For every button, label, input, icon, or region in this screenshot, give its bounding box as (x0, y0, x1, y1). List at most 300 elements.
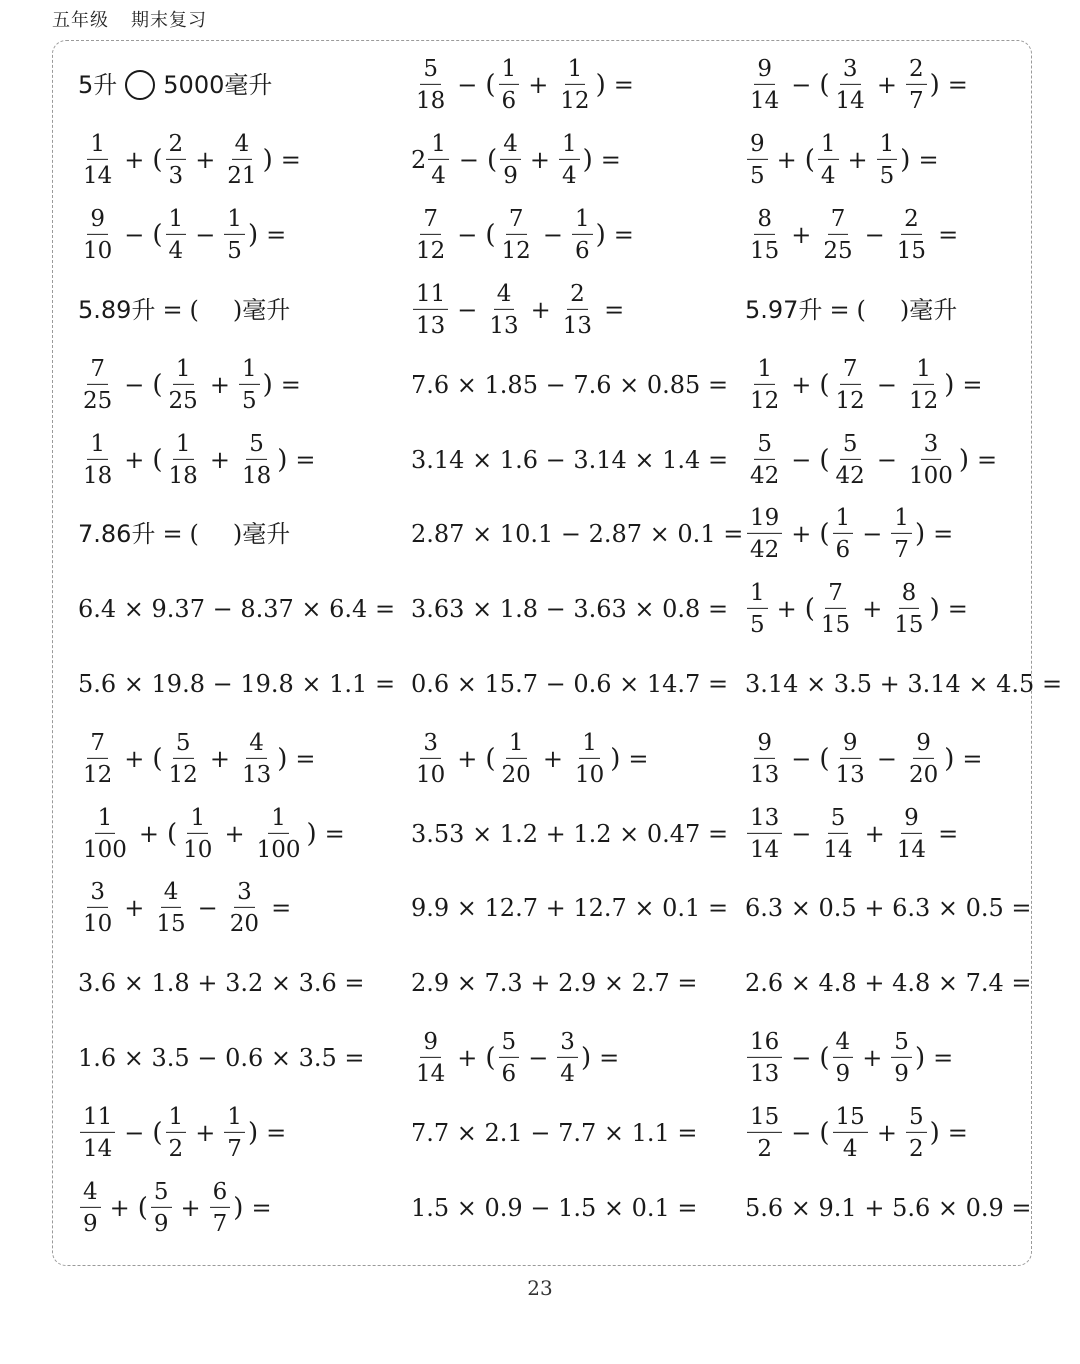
fraction (559, 132, 580, 188)
denominator: 42 (835, 463, 865, 489)
numerator: 2 (567, 282, 588, 310)
operator: + (180, 1194, 201, 1222)
quantity-right: 5000毫升 (163, 71, 273, 99)
denominator: 6 (501, 88, 517, 114)
fraction (428, 132, 449, 188)
operator: + (209, 446, 230, 474)
fraction (747, 731, 782, 787)
close-paren: ) (929, 1118, 940, 1148)
fraction (80, 731, 115, 787)
open-paren: ( (819, 445, 830, 475)
open-paren: ( (167, 819, 178, 849)
fraction (833, 1030, 854, 1086)
problem-item (745, 207, 965, 263)
numerator: 15 (833, 1105, 868, 1133)
denominator: 20 (501, 762, 531, 788)
operator: − (542, 221, 563, 249)
open-paren: ( (152, 145, 163, 175)
problem-item (411, 373, 728, 397)
fraction (499, 1030, 520, 1086)
denominator: 13 (416, 313, 446, 339)
close-paren: ) (262, 145, 273, 175)
mixed-number (411, 132, 451, 188)
problem-item (78, 1105, 293, 1161)
operator: + (776, 146, 797, 174)
problem-item (745, 132, 946, 188)
fraction (224, 207, 245, 263)
problem-item (745, 672, 1062, 696)
numerator: 1 (239, 357, 260, 385)
numerator: 5 (828, 806, 849, 834)
fraction (499, 57, 520, 113)
fraction (413, 282, 448, 338)
denominator: 6 (835, 537, 851, 563)
equals-sign: = (271, 894, 292, 922)
fraction (166, 207, 187, 263)
operator: + (847, 146, 868, 174)
equals-sign: = (295, 745, 316, 773)
denominator: 9 (835, 1061, 851, 1087)
open-paren: ( (819, 370, 830, 400)
expression-text: 3.14 × 1.6 − 3.14 × 1.4 = (411, 446, 729, 474)
numerator: 9 (420, 1030, 441, 1058)
numerator: 1 (173, 357, 194, 385)
unit-label: 毫升 (909, 296, 958, 324)
close-paren: ) (900, 145, 911, 175)
numerator: 9 (913, 731, 934, 759)
operator: − (864, 221, 885, 249)
close-paren: ) (595, 70, 606, 100)
equals-sign: = (938, 820, 959, 848)
fraction (166, 132, 187, 188)
numerator: 1 (818, 132, 839, 160)
numerator: 1 (913, 357, 934, 385)
problem-item (78, 1180, 279, 1236)
fraction (166, 1105, 187, 1161)
problem-item (745, 1105, 975, 1161)
denominator: 18 (168, 463, 198, 489)
problem-item (78, 522, 290, 546)
numerator: 1 (877, 132, 898, 160)
denominator: 25 (168, 388, 198, 414)
denominator: 15 (750, 238, 780, 264)
numerator: 15 (747, 1105, 782, 1133)
close-paren: ) (233, 1193, 244, 1223)
fraction (166, 432, 201, 488)
problem-item (411, 672, 728, 696)
denominator: 15 (820, 612, 851, 638)
problem-item (411, 57, 641, 113)
fraction (80, 132, 115, 188)
fraction (906, 731, 941, 787)
denominator: 7 (212, 1211, 228, 1237)
numerator: 4 (232, 132, 253, 160)
numerator: 1 (891, 506, 912, 534)
fraction (80, 806, 130, 862)
equals-sign: = (829, 296, 850, 324)
numerator: 1 (166, 1105, 187, 1133)
close-paren: ) (595, 220, 606, 250)
open-paren: ( (189, 520, 199, 548)
operator: − (876, 371, 897, 399)
operator: − (195, 221, 216, 249)
problem-item (78, 597, 395, 621)
problem-item (78, 70, 272, 100)
problem-item (745, 432, 1004, 488)
fraction (413, 1030, 448, 1086)
operator: − (124, 371, 145, 399)
expression-text: 2.87 × 10.1 − 2.87 × 0.1 = (411, 520, 744, 548)
numerator: 1 (224, 1105, 245, 1133)
operator: − (791, 446, 812, 474)
denominator: 7 (227, 1136, 242, 1162)
numerator: 7 (87, 357, 108, 385)
expression-text: 6.4 × 9.37 − 8.37 × 6.4 = (78, 595, 396, 623)
numerator: 19 (747, 506, 782, 534)
fraction (747, 132, 768, 188)
numerator: 1 (173, 432, 194, 460)
numerator: 9 (87, 207, 108, 235)
numerator: 5 (420, 57, 441, 85)
operator: − (457, 71, 478, 99)
open-paren: ( (137, 1193, 148, 1223)
close-paren: ) (247, 220, 259, 250)
expression-text: 5.6 × 9.1 + 5.6 × 0.9 = (745, 1194, 1032, 1222)
fraction (180, 806, 215, 862)
expression-text: 2.6 × 4.8 + 4.8 × 7.4 = (745, 969, 1032, 997)
operator: + (124, 146, 145, 174)
fraction (820, 806, 855, 862)
open-paren: ( (804, 145, 815, 175)
numerator: 5 (754, 432, 775, 460)
open-paren: ( (152, 220, 163, 250)
fraction (166, 357, 201, 413)
unit-label: 毫升 (242, 520, 291, 548)
numerator: 9 (754, 57, 775, 85)
equals-sign: = (280, 146, 301, 174)
fraction (906, 1105, 927, 1161)
fraction (499, 731, 534, 787)
numerator: 9 (747, 132, 768, 160)
numerator: 3 (87, 880, 108, 908)
numerator: 1 (428, 132, 449, 160)
numerator: 5 (840, 432, 861, 460)
equals-sign: = (324, 820, 345, 848)
operator: − (457, 296, 478, 324)
denominator: 14 (823, 837, 853, 863)
quantity-value: 5.89升 (78, 296, 156, 324)
operator: + (864, 820, 885, 848)
denominator: 2 (908, 1136, 924, 1162)
close-paren: ) (958, 445, 969, 475)
open-paren: ( (487, 145, 498, 175)
denominator: 4 (560, 1061, 575, 1087)
equals-sign: = (604, 296, 625, 324)
problem-item (78, 731, 322, 787)
denominator: 10 (574, 762, 605, 788)
equals-sign: = (933, 1044, 954, 1072)
problem-item (745, 731, 989, 787)
fraction (833, 357, 868, 413)
problem-item (745, 1196, 1032, 1220)
problem-item (745, 806, 965, 862)
fraction (891, 1030, 912, 1086)
numerator: 3 (557, 1030, 578, 1058)
denominator: 6 (574, 238, 590, 264)
denominator: 4 (842, 1136, 858, 1162)
open-paren: ( (485, 1043, 496, 1073)
numerator: 13 (747, 806, 782, 834)
expression-text: 7.7 × 2.1 − 7.7 × 1.1 = (411, 1119, 698, 1147)
operator: − (791, 1044, 812, 1072)
numerator: 3 (921, 432, 942, 460)
problem-item (78, 1046, 365, 1070)
denominator: 14 (750, 88, 780, 114)
denominator: 6 (501, 1061, 517, 1087)
numerator: 1 (559, 132, 580, 160)
denominator: 14 (750, 837, 780, 863)
numerator: 1 (187, 806, 208, 834)
operator: + (862, 595, 883, 623)
problem-item (411, 822, 728, 846)
numerator: 5 (151, 1180, 172, 1208)
operator: + (209, 371, 230, 399)
denominator: 100 (908, 463, 953, 489)
problem-item (78, 432, 322, 488)
denominator: 9 (153, 1211, 169, 1237)
equals-sign: = (599, 1044, 620, 1072)
fraction (486, 282, 521, 338)
fraction (151, 1180, 172, 1236)
denominator: 10 (416, 762, 446, 788)
operator: + (109, 1194, 130, 1222)
open-paren: ( (189, 296, 199, 324)
fraction (818, 132, 839, 188)
numerator: 4 (161, 880, 182, 908)
operator: + (862, 1044, 883, 1072)
open-paren: ( (485, 744, 496, 774)
operator: + (195, 146, 216, 174)
fraction (80, 357, 115, 413)
problem-item (78, 806, 352, 862)
problem-item (78, 357, 308, 413)
numerator: 4 (246, 731, 267, 759)
denominator: 18 (83, 463, 113, 489)
page-number: 23 (527, 1276, 553, 1300)
fraction (239, 731, 274, 787)
expression-text: 6.3 × 0.5 + 6.3 × 0.5 = (745, 894, 1032, 922)
numerator: 7 (420, 207, 441, 235)
fraction (557, 57, 592, 113)
operator: + (124, 745, 145, 773)
denominator: 14 (416, 1061, 446, 1087)
expression-text: 3.63 × 1.8 − 3.63 × 0.8 = (411, 595, 729, 623)
expression-text: 0.6 × 15.7 − 0.6 × 14.7 = (411, 670, 729, 698)
denominator: 18 (241, 463, 272, 489)
denominator: 14 (835, 88, 865, 114)
fraction (80, 1105, 115, 1161)
numerator: 9 (840, 731, 861, 759)
open-paren: ( (804, 594, 815, 624)
problem-item (411, 132, 628, 188)
fraction (413, 731, 448, 787)
problem-item (745, 896, 1032, 920)
numerator: 5 (906, 1105, 927, 1133)
fraction (894, 806, 929, 862)
expression-text: 3.14 × 3.5 + 3.14 × 4.5 = (745, 670, 1063, 698)
open-paren: ( (152, 744, 163, 774)
denominator: 100 (83, 837, 127, 863)
numerator: 1 (572, 207, 593, 235)
denominator: 14 (896, 837, 927, 863)
fraction (227, 880, 262, 936)
problem-item (411, 896, 728, 920)
problem-item (78, 207, 293, 263)
problem-item (411, 971, 698, 995)
fraction (833, 57, 868, 113)
equals-sign: = (266, 221, 287, 249)
operator: − (791, 820, 812, 848)
denominator: 12 (416, 238, 446, 264)
operator: + (224, 820, 245, 848)
problem-item (78, 672, 395, 696)
open-paren: ( (819, 744, 830, 774)
close-paren: ) (914, 1043, 926, 1073)
fraction (153, 880, 188, 936)
numerator: 3 (234, 880, 255, 908)
numerator: 16 (747, 1030, 782, 1058)
fraction (239, 432, 274, 488)
denominator: 10 (183, 837, 213, 863)
denominator: 4 (820, 163, 836, 189)
operator: + (791, 520, 812, 548)
fraction (80, 432, 115, 488)
denominator: 2 (168, 1136, 184, 1162)
fraction (747, 207, 782, 263)
denominator: 13 (562, 313, 593, 339)
close-paren: ) (580, 1043, 592, 1073)
denominator: 9 (503, 163, 518, 189)
close-paren: ) (306, 819, 317, 849)
operator: − (876, 745, 897, 773)
denominator: 15 (156, 911, 186, 937)
operator: + (776, 595, 797, 623)
problem-item (411, 731, 655, 787)
equals-sign: = (933, 520, 954, 548)
problem-item (745, 1030, 960, 1086)
close-paren: ) (262, 370, 273, 400)
equals-sign: = (295, 446, 316, 474)
denominator: 2 (757, 1136, 772, 1162)
denominator: 4 (561, 163, 577, 189)
equals-sign: = (962, 371, 983, 399)
open-paren: ( (819, 1043, 830, 1073)
equals-sign: = (613, 221, 634, 249)
open-paren: ( (819, 519, 830, 549)
fraction (833, 731, 868, 787)
fraction (894, 207, 929, 263)
fraction (560, 282, 595, 338)
operator: − (791, 71, 812, 99)
close-paren: ) (277, 445, 288, 475)
expression-text: 1.5 × 0.9 − 1.5 × 0.1 = (411, 1194, 698, 1222)
equals-sign: = (938, 221, 959, 249)
denominator: 25 (823, 238, 853, 264)
numerator: 7 (825, 581, 846, 609)
expression-text: 5.6 × 19.8 − 19.8 × 1.1 = (78, 670, 396, 698)
problem-item (411, 597, 728, 621)
equals-sign: = (918, 146, 939, 174)
numerator: 11 (413, 282, 448, 310)
numerator: 1 (87, 132, 108, 160)
numerator: 4 (500, 132, 521, 160)
unit-label: 毫升 (242, 296, 291, 324)
numerator: 6 (210, 1180, 231, 1208)
denominator: 15 (894, 612, 924, 638)
equals-sign: = (600, 146, 621, 174)
denominator: 21 (227, 163, 257, 189)
denominator: 9 (894, 1061, 909, 1087)
problem-item (78, 971, 365, 995)
fraction (833, 506, 854, 562)
denominator: 12 (908, 388, 939, 414)
expression-text: 2.9 × 7.3 + 2.9 × 2.7 = (411, 969, 698, 997)
fraction (224, 132, 259, 188)
operator: + (876, 1119, 897, 1147)
open-paren: ( (152, 1118, 163, 1148)
denominator: 10 (83, 911, 113, 937)
close-paren: ) (247, 1118, 259, 1148)
numerator: 1 (747, 581, 768, 609)
quantity-left: 5升 (78, 71, 118, 99)
denominator: 7 (894, 537, 909, 563)
denominator: 10 (83, 238, 113, 264)
fraction (80, 880, 115, 936)
numerator: 11 (80, 1105, 115, 1133)
operator: − (862, 520, 883, 548)
problem-item (411, 1121, 698, 1145)
numerator: 1 (87, 432, 108, 460)
numerator: 7 (840, 357, 861, 385)
open-paren: ( (819, 70, 830, 100)
section-label: 期末复习 (131, 10, 207, 31)
problem-item (411, 522, 743, 546)
operator: + (124, 894, 145, 922)
numerator: 4 (833, 1030, 854, 1058)
operator: + (876, 71, 897, 99)
fraction (572, 207, 593, 263)
denominator: 12 (835, 388, 865, 414)
equals-sign: = (977, 446, 998, 474)
close-paren: ) (944, 744, 955, 774)
numerator: 3 (840, 57, 861, 85)
fraction (891, 506, 912, 562)
numerator: 7 (506, 207, 527, 235)
close-paren: ) (277, 744, 288, 774)
operator: − (197, 894, 218, 922)
fraction (747, 57, 782, 113)
denominator: 5 (750, 612, 765, 638)
numerator: 1 (754, 357, 775, 385)
numerator: 4 (80, 1180, 101, 1208)
problem-item (745, 357, 989, 413)
equals-sign: = (947, 71, 968, 99)
equals-sign: = (962, 745, 983, 773)
numerator: 5 (499, 1030, 520, 1058)
denominator: 13 (241, 762, 272, 788)
denominator: 42 (750, 537, 780, 563)
operator: − (457, 221, 478, 249)
